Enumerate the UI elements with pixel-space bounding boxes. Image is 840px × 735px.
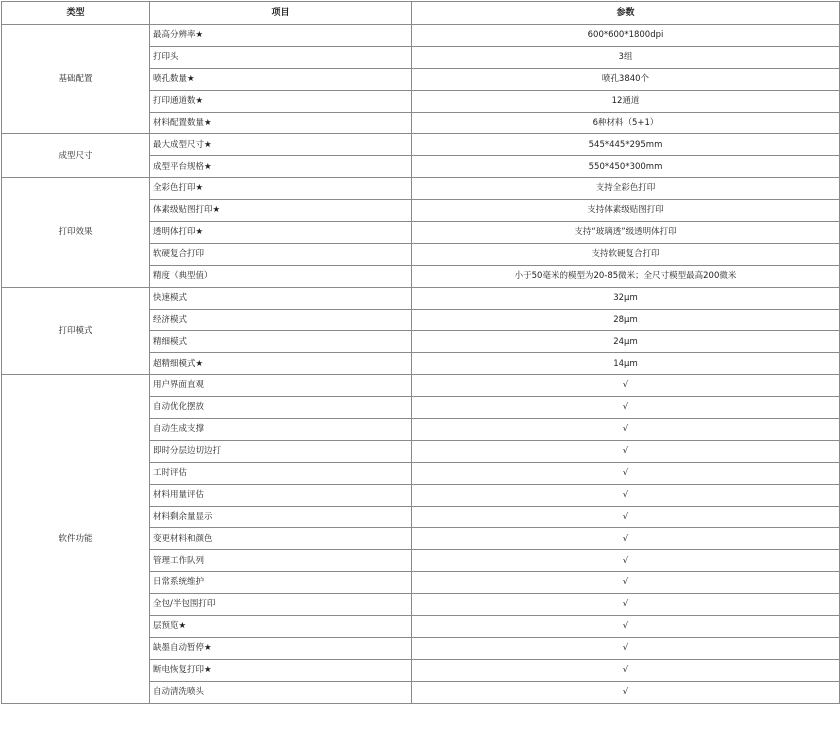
- item-cell: 快速模式: [150, 287, 412, 309]
- header-param: 参数: [412, 2, 840, 25]
- item-cell: 全包/半包围打印: [150, 594, 412, 616]
- value-cell: √: [412, 506, 840, 528]
- value-cell: √: [412, 659, 840, 681]
- table-row: [2, 178, 840, 200]
- spec-body: [2, 25, 840, 704]
- item-cell: 精细模式: [150, 331, 412, 353]
- table-row: [2, 134, 840, 156]
- value-cell: √: [412, 616, 840, 638]
- category-cell: 打印模式: [2, 287, 150, 375]
- value-cell: 小于50毫米的模型为20-85微米；全尺寸模型最高200微米: [412, 265, 840, 287]
- value-cell: 24μm: [412, 331, 840, 353]
- value-cell: √: [412, 681, 840, 703]
- value-cell: √: [412, 440, 840, 462]
- header-type: 类型: [2, 2, 150, 25]
- item-cell: 超精细模式★: [150, 353, 412, 375]
- table-row: [2, 25, 840, 47]
- item-cell: 自动生成支撑: [150, 419, 412, 441]
- item-cell: 层预览★: [150, 616, 412, 638]
- item-cell: 透明体打印★: [150, 222, 412, 244]
- category-cell: 打印效果: [2, 178, 150, 287]
- item-cell: 最大成型尺寸★: [150, 134, 412, 156]
- category-cell: 成型尺寸: [2, 134, 150, 178]
- item-cell: 即时分层边切边打: [150, 440, 412, 462]
- item-cell: 喷孔数量★: [150, 68, 412, 90]
- item-cell: 变更材料和颜色: [150, 528, 412, 550]
- table-row: [2, 375, 840, 397]
- value-cell: 喷孔3840个: [412, 68, 840, 90]
- item-cell: 自动优化摆放: [150, 397, 412, 419]
- value-cell: √: [412, 528, 840, 550]
- value-cell: 支持“玻璃透”级透明体打印: [412, 222, 840, 244]
- item-cell: 全彩色打印★: [150, 178, 412, 200]
- value-cell: √: [412, 637, 840, 659]
- value-cell: 28μm: [412, 309, 840, 331]
- item-cell: 打印通道数★: [150, 90, 412, 112]
- value-cell: 3组: [412, 46, 840, 68]
- value-cell: √: [412, 594, 840, 616]
- value-cell: 600*600*1800dpi: [412, 25, 840, 47]
- item-cell: 精度（典型值）: [150, 265, 412, 287]
- category-cell: 软件功能: [2, 375, 150, 703]
- item-cell: 自动清洗喷头: [150, 681, 412, 703]
- table-row: [2, 287, 840, 309]
- item-cell: 最高分辨率★: [150, 25, 412, 47]
- value-cell: √: [412, 462, 840, 484]
- item-cell: 用户界面直观: [150, 375, 412, 397]
- item-cell: 材料用量评估: [150, 484, 412, 506]
- item-cell: 材料剩余量显示: [150, 506, 412, 528]
- item-cell: 体素级贴图打印★: [150, 200, 412, 222]
- item-cell: 日常系统维护: [150, 572, 412, 594]
- value-cell: √: [412, 397, 840, 419]
- item-cell: 缺墨自动暂停★: [150, 637, 412, 659]
- item-cell: 断电恢复打印★: [150, 659, 412, 681]
- value-cell: 支持全彩色打印: [412, 178, 840, 200]
- item-cell: 成型平台规格★: [150, 156, 412, 178]
- value-cell: 6种材料（5+1）: [412, 112, 840, 134]
- item-cell: 经济模式: [150, 309, 412, 331]
- value-cell: 14μm: [412, 353, 840, 375]
- item-cell: 打印头: [150, 46, 412, 68]
- value-cell: 550*450*300mm: [412, 156, 840, 178]
- value-cell: √: [412, 375, 840, 397]
- header-item: 项目: [150, 2, 412, 25]
- item-cell: 材料配置数量★: [150, 112, 412, 134]
- value-cell: √: [412, 484, 840, 506]
- value-cell: 12通道: [412, 90, 840, 112]
- item-cell: 软硬复合打印: [150, 243, 412, 265]
- value-cell: √: [412, 572, 840, 594]
- spec-table: [1, 1, 840, 704]
- value-cell: √: [412, 550, 840, 572]
- header-row: [2, 2, 840, 25]
- value-cell: 545*445*295mm: [412, 134, 840, 156]
- category-cell: 基础配置: [2, 25, 150, 134]
- value-cell: 32μm: [412, 287, 840, 309]
- value-cell: 支持体素级贴图打印: [412, 200, 840, 222]
- value-cell: 支持软硬复合打印: [412, 243, 840, 265]
- item-cell: 管理工作队列: [150, 550, 412, 572]
- value-cell: √: [412, 419, 840, 441]
- item-cell: 工时评估: [150, 462, 412, 484]
